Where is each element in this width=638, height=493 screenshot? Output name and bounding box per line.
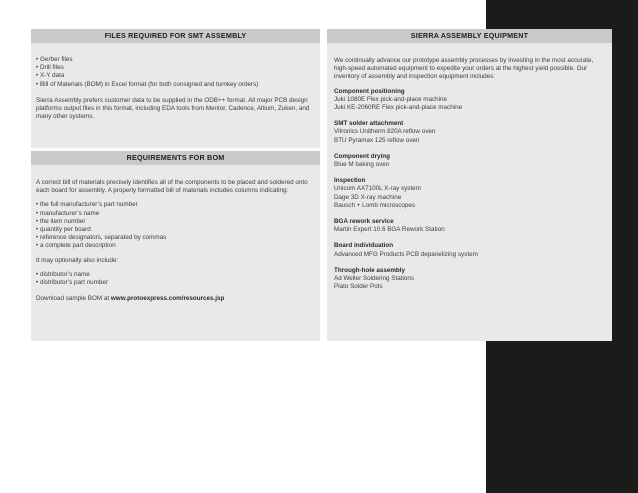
list-item: • Bill of Materials (BOM) in Excel format (for both consigned and turnkey orders) bbox=[36, 81, 315, 89]
list-item: • a complete part description bbox=[36, 242, 315, 250]
equipment-category bbox=[334, 120, 608, 145]
bom-download-line bbox=[36, 295, 315, 303]
equipment-item: Juki KE-2060RE Flex pick-and-place machine bbox=[334, 104, 463, 112]
files-paragraph: Sierra Assembly prefers customer data to be supplied in the ODB++ format. All major PCB design platforms output files in this format, including EDA tools from Mentor, Cadence, Altium, Zuken, and many other systems. bbox=[36, 96, 310, 121]
equipment-item: Unicom AX7100L X-ray system bbox=[334, 185, 421, 193]
list-item: • Gerber files bbox=[36, 56, 315, 64]
download-text: Download sample BOM at bbox=[36, 295, 111, 303]
list-item: • distributor’s part number bbox=[36, 279, 315, 287]
equipment-item: Martin Expert 10.6 BGA Rework Station bbox=[334, 226, 445, 234]
category-title: BGA rework service bbox=[334, 218, 394, 226]
equipment-section-body bbox=[334, 57, 608, 291]
equipment-category bbox=[334, 242, 608, 258]
files-panel bbox=[31, 29, 320, 148]
list-item: • X-Y data bbox=[36, 72, 315, 80]
bom-section-title: REQUIREMENTS FOR BOM bbox=[31, 151, 320, 165]
bom-panel bbox=[31, 151, 320, 341]
equipment-category bbox=[334, 267, 608, 292]
equipment-intro: We continually advance our prototype assembly processes by investing in the most accurate, high-speed automated equipment to expedite your orders at the highest yield possible. Our inventory of assembly and inspection equipment includes: bbox=[334, 57, 594, 81]
equipment-item: Blue M baking oven bbox=[334, 161, 390, 169]
category-title: Component positioning bbox=[334, 87, 405, 95]
bom-optional-label: It may optionally also include: bbox=[36, 256, 119, 264]
equipment-section-title: SIERRA ASSEMBLY EQUIPMENT bbox=[327, 29, 612, 43]
category-title: SMT solder attachment bbox=[334, 120, 404, 128]
list-item: • the full manufacturer’s part number bbox=[36, 201, 315, 209]
equipment-panel bbox=[327, 29, 612, 341]
download-link[interactable]: www.protoexpress.com/resources.jsp bbox=[110, 295, 225, 303]
equipment-item: Ad Weller Soldering Stations bbox=[334, 275, 415, 283]
category-title: Board individuation bbox=[334, 242, 394, 250]
list-item: • reference designators, separated by commas bbox=[36, 234, 315, 242]
category-title: Through-hole assembly bbox=[334, 266, 406, 274]
category-title: Inspection bbox=[334, 177, 366, 185]
equipment-item: Juki 1080E Flex pick-and-place machine bbox=[334, 95, 448, 103]
list-item: • manufacturer’s name bbox=[36, 210, 315, 218]
bom-required-list bbox=[36, 201, 315, 250]
equipment-category bbox=[334, 218, 608, 234]
files-list bbox=[36, 56, 315, 89]
list-item: • the item number bbox=[36, 218, 315, 226]
equipment-category bbox=[334, 153, 608, 169]
equipment-item: Dage 3D X-ray machine bbox=[334, 193, 402, 201]
files-section-body bbox=[36, 56, 315, 121]
list-item: • distributor’s name bbox=[36, 271, 315, 279]
bom-section-body bbox=[36, 179, 315, 303]
category-title: Component drying bbox=[334, 152, 390, 160]
equipment-item: Vitronics Unitherm 820A reflow oven bbox=[334, 128, 436, 136]
equipment-category bbox=[334, 88, 608, 113]
bom-optional-list bbox=[36, 271, 315, 287]
equipment-item: BTU Pyramax 125 reflow oven bbox=[334, 136, 420, 144]
list-item: • quantity per board bbox=[36, 226, 315, 234]
equipment-item: Plato Solder Pots bbox=[334, 283, 383, 291]
bom-intro: A correct bill of materials precisely identifies all of the components to be placed and soldered onto each board for assembly. A properly formatted bill of materials includes columns indicating: bbox=[36, 179, 308, 195]
equipment-item: Advanced MFG Products PCB depanelizing system bbox=[334, 250, 478, 258]
list-item: • Drill files bbox=[36, 64, 315, 72]
equipment-item: Bausch + Lomb microscopes bbox=[334, 201, 416, 209]
files-section-title: FILES REQUIRED FOR SMT ASSEMBLY bbox=[31, 29, 320, 43]
equipment-category bbox=[334, 177, 608, 210]
